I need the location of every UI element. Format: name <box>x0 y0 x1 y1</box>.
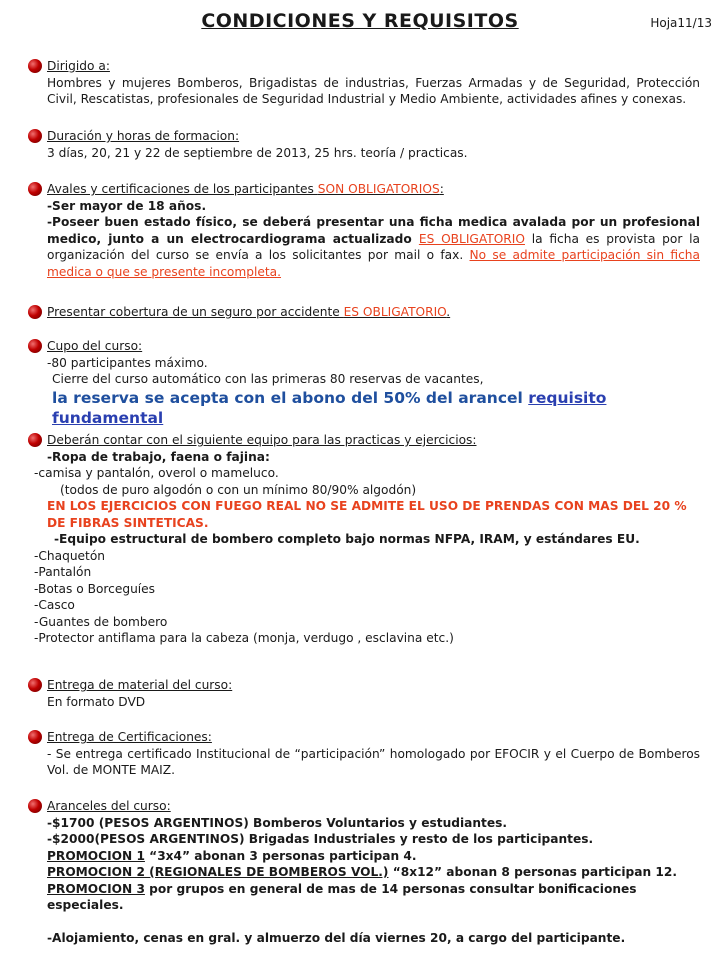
section-dirigido <box>28 58 700 108</box>
cupo-max: -80 participantes máximo. <box>47 355 208 370</box>
equipo-line: (todos de puro algodón o con un mínimo 80/90% algodón) <box>60 482 417 497</box>
list-item: -Chaquetón <box>34 548 106 563</box>
red-bullet-icon <box>28 129 42 143</box>
price-line: -$1700 (PESOS ARGENTINOS) Bomberos Voluntarios y estudiantes. <box>47 815 508 830</box>
section-heading: Aranceles del curso: <box>28 798 700 815</box>
reserva-note: la reserva se acepta con el abono del 50% del arancel requisito fundamental <box>52 388 607 427</box>
requisito-link[interactable]: requisito fundamental <box>52 388 607 427</box>
section-avales <box>28 181 700 280</box>
alojamiento-note: -Alojamiento, cenas en gral. y almuerzo del día viernes 20, a cargo del participante. <box>47 930 626 945</box>
red-bullet-icon <box>28 59 42 73</box>
section-material <box>28 677 700 710</box>
list-item: -Botas o Borceguíes <box>34 581 156 596</box>
section-heading: Deberán contar con el siguiente equipo para las practicas y ejercicios: <box>28 432 700 449</box>
red-bullet-icon <box>28 339 42 353</box>
red-bullet-icon <box>28 730 42 744</box>
section-equipo <box>28 432 700 647</box>
promo-line: PROMOCION 1 “3x4” abonan 3 personas participan 4. <box>47 848 417 863</box>
equipo-line: -camisa y pantalón, overol o mameluco. <box>34 466 279 480</box>
page-title: CONDICIONES Y REQUISITOS <box>201 10 519 32</box>
list-item: -Casco <box>34 598 75 612</box>
section-text: 3 días, 20, 21 y 22 de septiembre de 2013, 25 hrs. teoría / practicas. <box>47 145 468 160</box>
section-heading: Presentar cobertura de un seguro por accidente ES OBLIGATORIO. <box>28 304 700 321</box>
section-aranceles <box>28 798 700 946</box>
list-item: -Guantes de bombero <box>34 614 168 629</box>
section-heading: Duración y horas de formacion: <box>28 128 700 145</box>
section-text: Hombres y mujeres Bomberos, Brigadistas de industrias, Fuerzas Armadas y de Seguridad, Protección Civil, Rescatistas, profesionales de Seguridad Industrial y Medio Ambiente, actividades afines y conexas. <box>47 75 700 106</box>
red-bullet-icon <box>28 678 42 692</box>
section-duracion <box>28 128 700 161</box>
requirement-age: -Ser mayor de 18 años. <box>47 198 207 213</box>
section-heading: Entrega de Certificaciones: <box>28 729 700 746</box>
section-text: - Se entrega certificado Institucional de “participación” homologado por EFOCIR y el Cuerpo de Bomberos Vol. de MONTE MAIZ. <box>47 746 700 777</box>
equipo-line: -Equipo estructural de bombero completo bajo normas NFPA, IRAM, y estándares EU. <box>54 532 640 546</box>
section-heading: Dirigido a: <box>28 58 700 75</box>
list-item: -Pantalón <box>34 565 92 579</box>
red-bullet-icon <box>28 182 42 196</box>
equipo-line: -Ropa de trabajo, faena o fajina: <box>47 449 270 464</box>
red-bullet-icon <box>28 433 42 447</box>
section-heading: Avales y certificaciones de los participantes SON OBLIGATORIOS: <box>28 181 700 198</box>
section-heading: Entrega de material del curso: <box>28 677 700 694</box>
promo-line: PROMOCION 3 por grupos en general de mas de 14 personas consultar bonificaciones especiales. <box>47 881 637 912</box>
section-heading: Cupo del curso: <box>28 338 700 355</box>
cupo-cierre: Cierre del curso automático con las primeras 80 reservas de vacantes, <box>52 372 484 386</box>
price-line: -$2000(PESOS ARGENTINOS) Brigadas Industriales y resto de los participantes. <box>47 832 594 846</box>
section-text: En formato DVD <box>47 694 146 709</box>
red-bullet-icon <box>28 799 42 813</box>
requirement-medical: -Poseer buen estado físico, se deberá presentar una ficha medica avalada por un profesional medico, junto a un electrocardiograma actualizado ES OBLIGATORIO la ficha es provista por la organización del curso se envía a los solicitantes por mail o fax. No se admite participación sin ficha medica o que se presente incompleta. <box>47 215 700 279</box>
list-item: -Protector antiflama para la cabeza (monja, verdugo , esclavina etc.) <box>34 631 454 645</box>
section-seguro <box>28 304 700 321</box>
page-number: Hoja11/13 <box>650 16 712 30</box>
red-bullet-icon <box>28 305 42 319</box>
promo-line: PROMOCION 2 (REGIONALES DE BOMBEROS VOL.) “8x12” abonan 8 personas participan 12. <box>47 865 678 879</box>
section-certificaciones <box>28 729 700 779</box>
warning-text: EN LOS EJERCICIOS CON FUEGO REAL NO SE ADMITE EL USO DE PRENDAS CON MAS DEL 20 % DE FIBRAS SINTETICAS. <box>47 499 687 530</box>
section-cupo <box>28 338 700 428</box>
